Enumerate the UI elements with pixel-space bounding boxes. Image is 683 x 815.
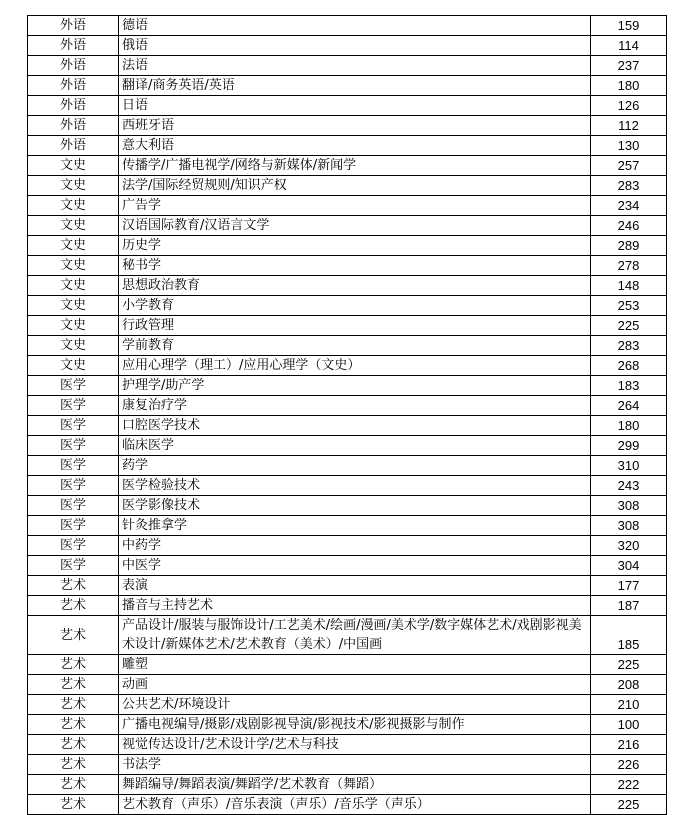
category-cell: 文史 bbox=[28, 296, 119, 316]
score-cell: 222 bbox=[591, 775, 667, 795]
table-row bbox=[28, 516, 667, 536]
score-cell: 225 bbox=[591, 795, 667, 815]
score-cell: 180 bbox=[591, 416, 667, 436]
table-row bbox=[28, 196, 667, 216]
category-cell: 外语 bbox=[28, 116, 119, 136]
table-row bbox=[28, 675, 667, 695]
score-cell: 310 bbox=[591, 456, 667, 476]
table-row bbox=[28, 576, 667, 596]
score-cell: 308 bbox=[591, 496, 667, 516]
table-row bbox=[28, 236, 667, 256]
major-cell: 康复治疗学 bbox=[119, 396, 591, 416]
score-cell: 320 bbox=[591, 536, 667, 556]
category-cell: 艺术 bbox=[28, 755, 119, 775]
major-cell: 书法学 bbox=[119, 755, 591, 775]
table-row bbox=[28, 735, 667, 755]
major-cell: 中药学 bbox=[119, 536, 591, 556]
major-cell: 药学 bbox=[119, 456, 591, 476]
major-cell: 西班牙语 bbox=[119, 116, 591, 136]
score-cell: 268 bbox=[591, 356, 667, 376]
score-cell: 283 bbox=[591, 176, 667, 196]
major-cell: 中医学 bbox=[119, 556, 591, 576]
score-cell: 216 bbox=[591, 735, 667, 755]
major-cell: 日语 bbox=[119, 96, 591, 116]
category-cell: 文史 bbox=[28, 276, 119, 296]
category-cell: 文史 bbox=[28, 196, 119, 216]
category-cell: 艺术 bbox=[28, 596, 119, 616]
score-cell: 225 bbox=[591, 316, 667, 336]
table-row bbox=[28, 376, 667, 396]
score-cell: 126 bbox=[591, 96, 667, 116]
major-cell: 意大利语 bbox=[119, 136, 591, 156]
major-cell: 广播电视编导/摄影/戏剧影视导演/影视技术/影视摄影与制作 bbox=[119, 715, 591, 735]
category-cell: 文史 bbox=[28, 336, 119, 356]
category-cell: 医学 bbox=[28, 456, 119, 476]
major-cell: 学前教育 bbox=[119, 336, 591, 356]
category-cell: 文史 bbox=[28, 156, 119, 176]
table-row bbox=[28, 795, 667, 815]
category-cell: 医学 bbox=[28, 376, 119, 396]
major-cell: 公共艺术/环境设计 bbox=[119, 695, 591, 715]
major-cell: 产品设计/服装与服饰设计/工艺美术/绘画/漫画/美术学/数字媒体艺术/戏剧影视美术设计/新媒体艺术/艺术教育（美术）/中国画 bbox=[119, 616, 591, 655]
table-row bbox=[28, 116, 667, 136]
major-cell: 口腔医学技术 bbox=[119, 416, 591, 436]
major-cell: 艺术教育（声乐）/音乐表演（声乐）/音乐学（声乐） bbox=[119, 795, 591, 815]
major-cell: 临床医学 bbox=[119, 436, 591, 456]
score-cell: 283 bbox=[591, 336, 667, 356]
score-cell: 237 bbox=[591, 56, 667, 76]
category-cell: 外语 bbox=[28, 36, 119, 56]
score-cell: 225 bbox=[591, 655, 667, 675]
score-cell: 185 bbox=[591, 616, 667, 655]
table-row bbox=[28, 136, 667, 156]
major-cell: 雕塑 bbox=[119, 655, 591, 675]
score-cell: 264 bbox=[591, 396, 667, 416]
table-row bbox=[28, 755, 667, 775]
table-row bbox=[28, 715, 667, 735]
score-cell: 257 bbox=[591, 156, 667, 176]
score-cell: 278 bbox=[591, 256, 667, 276]
category-cell: 文史 bbox=[28, 316, 119, 336]
table-row bbox=[28, 176, 667, 196]
table-row bbox=[28, 695, 667, 715]
major-cell: 舞蹈编导/舞蹈表演/舞蹈学/艺术教育（舞蹈） bbox=[119, 775, 591, 795]
major-cell: 俄语 bbox=[119, 36, 591, 56]
table-row bbox=[28, 56, 667, 76]
major-cell: 针灸推拿学 bbox=[119, 516, 591, 536]
category-cell: 医学 bbox=[28, 476, 119, 496]
major-cell: 播音与主持艺术 bbox=[119, 596, 591, 616]
major-cell: 医学检验技术 bbox=[119, 476, 591, 496]
admission-score-table bbox=[27, 15, 667, 815]
category-cell: 艺术 bbox=[28, 795, 119, 815]
score-cell: 180 bbox=[591, 76, 667, 96]
major-cell: 秘书学 bbox=[119, 256, 591, 276]
category-cell: 文史 bbox=[28, 236, 119, 256]
table-row bbox=[28, 436, 667, 456]
table-row bbox=[28, 456, 667, 476]
major-cell: 德语 bbox=[119, 16, 591, 36]
category-cell: 艺术 bbox=[28, 775, 119, 795]
major-cell: 应用心理学（理工）/应用心理学（文史） bbox=[119, 356, 591, 376]
table-row bbox=[28, 296, 667, 316]
table-row bbox=[28, 16, 667, 36]
major-cell: 行政管理 bbox=[119, 316, 591, 336]
table-row bbox=[28, 356, 667, 376]
category-cell: 文史 bbox=[28, 216, 119, 236]
table-row bbox=[28, 655, 667, 675]
category-cell: 医学 bbox=[28, 536, 119, 556]
category-cell: 艺术 bbox=[28, 715, 119, 735]
score-cell: 159 bbox=[591, 16, 667, 36]
score-cell: 177 bbox=[591, 576, 667, 596]
table-row bbox=[28, 416, 667, 436]
table-row bbox=[28, 256, 667, 276]
score-cell: 299 bbox=[591, 436, 667, 456]
category-cell: 医学 bbox=[28, 416, 119, 436]
major-cell: 历史学 bbox=[119, 236, 591, 256]
major-cell: 传播学/广播电视学/网络与新媒体/新闻学 bbox=[119, 156, 591, 176]
table-row bbox=[28, 336, 667, 356]
major-cell: 法学/国际经贸规则/知识产权 bbox=[119, 176, 591, 196]
score-cell: 234 bbox=[591, 196, 667, 216]
score-cell: 253 bbox=[591, 296, 667, 316]
table-row bbox=[28, 216, 667, 236]
score-cell: 114 bbox=[591, 36, 667, 56]
major-cell: 护理学/助产学 bbox=[119, 376, 591, 396]
table-row bbox=[28, 596, 667, 616]
score-cell: 148 bbox=[591, 276, 667, 296]
table-row bbox=[28, 396, 667, 416]
category-cell: 医学 bbox=[28, 496, 119, 516]
score-cell: 210 bbox=[591, 695, 667, 715]
category-cell: 文史 bbox=[28, 256, 119, 276]
major-cell: 汉语国际教育/汉语言文学 bbox=[119, 216, 591, 236]
major-cell: 医学影像技术 bbox=[119, 496, 591, 516]
category-cell: 外语 bbox=[28, 96, 119, 116]
score-cell: 208 bbox=[591, 675, 667, 695]
table-row bbox=[28, 496, 667, 516]
category-cell: 外语 bbox=[28, 16, 119, 36]
score-table-body bbox=[28, 16, 667, 815]
table-row bbox=[28, 616, 667, 655]
category-cell: 外语 bbox=[28, 56, 119, 76]
table-row bbox=[28, 476, 667, 496]
major-cell: 小学教育 bbox=[119, 296, 591, 316]
category-cell: 外语 bbox=[28, 136, 119, 156]
major-cell: 翻译/商务英语/英语 bbox=[119, 76, 591, 96]
category-cell: 文史 bbox=[28, 176, 119, 196]
score-cell: 289 bbox=[591, 236, 667, 256]
score-cell: 304 bbox=[591, 556, 667, 576]
major-cell: 广告学 bbox=[119, 196, 591, 216]
major-cell: 思想政治教育 bbox=[119, 276, 591, 296]
table-row bbox=[28, 316, 667, 336]
table-row bbox=[28, 276, 667, 296]
category-cell: 医学 bbox=[28, 556, 119, 576]
category-cell: 艺术 bbox=[28, 675, 119, 695]
category-cell: 艺术 bbox=[28, 655, 119, 675]
score-cell: 130 bbox=[591, 136, 667, 156]
table-row bbox=[28, 96, 667, 116]
category-cell: 文史 bbox=[28, 356, 119, 376]
category-cell: 艺术 bbox=[28, 735, 119, 755]
table-row bbox=[28, 775, 667, 795]
major-cell: 表演 bbox=[119, 576, 591, 596]
category-cell: 艺术 bbox=[28, 616, 119, 655]
table-row bbox=[28, 556, 667, 576]
score-cell: 183 bbox=[591, 376, 667, 396]
table-row bbox=[28, 36, 667, 56]
category-cell: 外语 bbox=[28, 76, 119, 96]
category-cell: 艺术 bbox=[28, 695, 119, 715]
table-row bbox=[28, 156, 667, 176]
category-cell: 医学 bbox=[28, 436, 119, 456]
score-cell: 226 bbox=[591, 755, 667, 775]
major-cell: 视觉传达设计/艺术设计学/艺术与科技 bbox=[119, 735, 591, 755]
score-cell: 112 bbox=[591, 116, 667, 136]
score-cell: 100 bbox=[591, 715, 667, 735]
category-cell: 艺术 bbox=[28, 576, 119, 596]
score-cell: 243 bbox=[591, 476, 667, 496]
table-row bbox=[28, 76, 667, 96]
major-cell: 法语 bbox=[119, 56, 591, 76]
score-cell: 308 bbox=[591, 516, 667, 536]
major-cell: 动画 bbox=[119, 675, 591, 695]
category-cell: 医学 bbox=[28, 516, 119, 536]
score-cell: 187 bbox=[591, 596, 667, 616]
category-cell: 医学 bbox=[28, 396, 119, 416]
table-row bbox=[28, 536, 667, 556]
score-cell: 246 bbox=[591, 216, 667, 236]
